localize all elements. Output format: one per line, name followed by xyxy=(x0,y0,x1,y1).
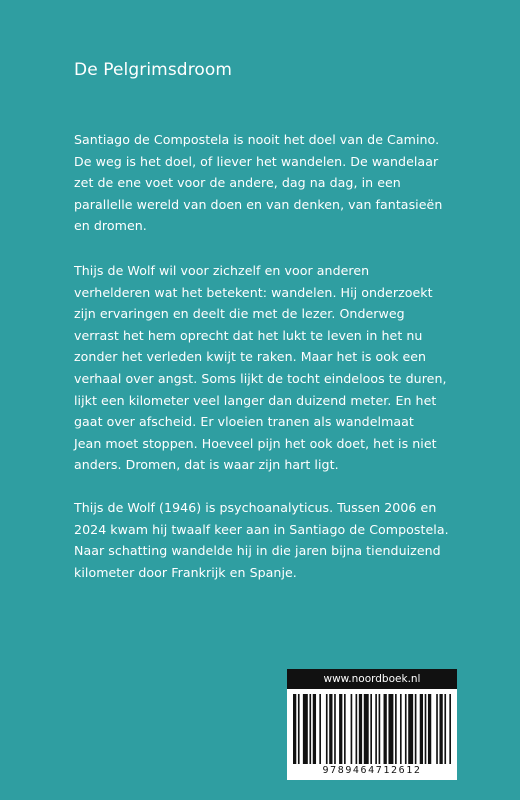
text-line: zet de ene voet voor de andere, dag na dag, in een xyxy=(74,175,401,191)
barcode-bar xyxy=(420,694,423,764)
text-line: parallelle wereld van doen en van denken, van fantasieën xyxy=(74,196,443,212)
text-line: De weg is het doel, of liever het wandelen. De wandelaar xyxy=(74,153,439,169)
barcode-bar xyxy=(339,694,342,764)
barcode-bar xyxy=(449,694,451,764)
text-line: en dromen. xyxy=(74,218,147,234)
barcode-bar xyxy=(309,694,311,764)
barcode-bar xyxy=(379,694,381,764)
barcode-bar xyxy=(359,694,362,764)
barcode-bar xyxy=(303,694,308,764)
barcode-bar xyxy=(444,694,446,764)
barcode-bar xyxy=(344,694,346,764)
text-line: verhaal over angst. Soms lijkt de tocht eindeloos te duren, xyxy=(74,370,447,386)
text-line: zonder het verleden kwijt te raken. Maar het is ook een xyxy=(74,349,427,365)
isbn-number: 9789464712612 xyxy=(322,765,422,776)
text-line: Thijs de Wolf (1946) is psychoanalyticus. Tussen 2006 en xyxy=(74,500,437,515)
text-line: Thijs de Wolf wil voor zichzelf en voor anderen xyxy=(74,263,370,278)
barcode-bar xyxy=(405,694,407,764)
barcode-bar xyxy=(356,694,358,764)
text-line: anders. Dromen, dat is waar zijn hart ligt. xyxy=(74,457,339,473)
barcode-bar xyxy=(375,694,377,764)
barcode-bar xyxy=(370,694,372,764)
text-line: zijn ervaringen en deelt die met de lezer. Onderweg xyxy=(74,306,405,322)
text-line: Naar schatting wandelde hij in die jaren bijna tienduizend xyxy=(74,543,441,559)
text-line: Santiago de Compostela is nooit het doel van de Camino. xyxy=(74,132,440,147)
blurb-paragraph-2 xyxy=(74,260,474,476)
barcode-bar xyxy=(439,694,442,764)
barcode-bar xyxy=(334,694,336,764)
barcode-bar xyxy=(329,694,332,764)
publisher-url: www.noordboek.nl xyxy=(287,669,457,689)
barcode-bar xyxy=(436,694,438,764)
barcode-bar xyxy=(395,694,397,764)
author-bio-paragraph xyxy=(74,497,474,583)
barcode-bars xyxy=(293,694,451,764)
barcode-bar xyxy=(415,694,417,764)
text-line: verrast het hem oprecht dat het lukt te leven in het nu xyxy=(74,327,423,343)
barcode-bar xyxy=(319,694,321,764)
barcode-bar xyxy=(400,694,402,764)
barcode-bar xyxy=(388,694,393,764)
barcode-bar xyxy=(293,694,296,764)
barcode-bar xyxy=(326,694,328,764)
barcode-bar xyxy=(428,694,431,764)
blurb-paragraph-1 xyxy=(74,129,474,237)
barcode-bar xyxy=(313,694,316,764)
book-title: De Pelgrimsdroom xyxy=(74,60,233,80)
text-line: 2024 kwam hij twaalf keer aan in Santiago de Compostela. xyxy=(74,521,449,537)
text-line: Jean moet stoppen. Hoeveel pijn het ook doet, het is niet xyxy=(74,435,437,451)
text-line: kilometer door Frankrijk en Spanje. xyxy=(74,564,297,580)
text-line: lijkt een kilometer veel langer dan duizend meter. En het xyxy=(74,392,437,408)
barcode-bar xyxy=(298,694,300,764)
isbn-barcode-box xyxy=(287,669,457,780)
barcode-bar xyxy=(408,694,413,764)
barcode-bar xyxy=(364,694,369,764)
barcode-bar xyxy=(425,694,427,764)
barcode-bar xyxy=(351,694,353,764)
text-line: gaat over afscheid. Er vloeien tranen als wandelmaat xyxy=(74,414,414,430)
text-line: verhelderen wat het betekent: wandelen. Hij onderzoekt xyxy=(74,284,433,300)
barcode-bar xyxy=(384,694,387,764)
